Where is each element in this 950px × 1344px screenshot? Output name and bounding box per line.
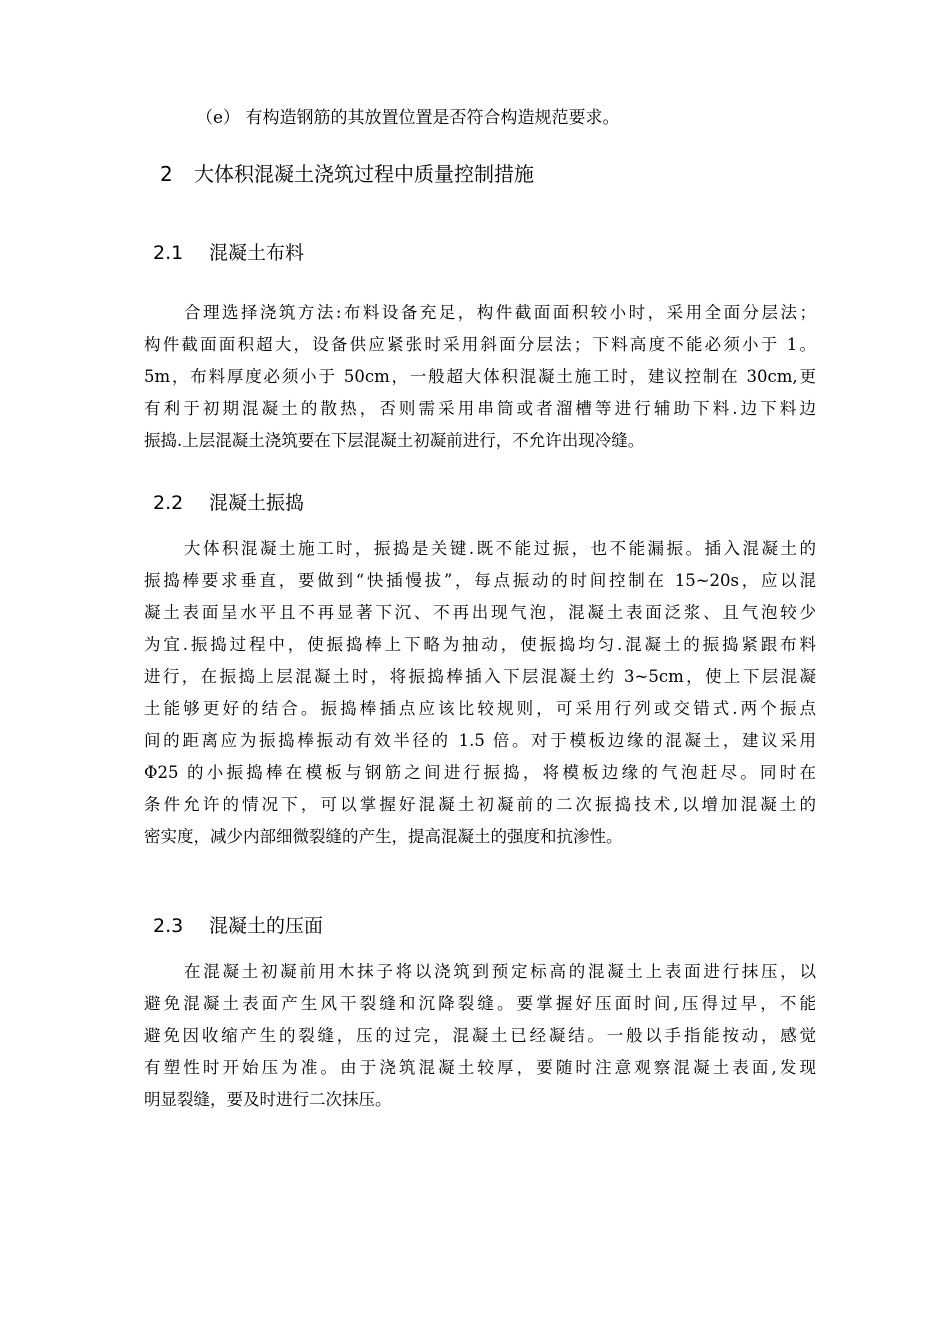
section-2-heading [160, 158, 534, 190]
paragraph-line: 为宜.振捣过程中，使振捣棒上下略为抽动，使振捣均匀.混凝土的振捣紧跟布料 [144, 635, 816, 654]
paragraph-line: 间的距离应为振捣棒振动有效半径的 1.5 倍。对于模板边缘的混凝土，建议采用 [144, 731, 816, 750]
paragraph-line: Φ25 的小振捣棒在模板与钢筋之间进行振捣，将模板边缘的气泡赶尽。同时在 [144, 763, 816, 782]
section-2-2-number: 2.2 [153, 492, 184, 514]
section-2-3-heading [153, 910, 323, 942]
section-2-number: 2 [160, 162, 173, 186]
paragraph-line: 5m，布料厚度必须小于 50cm，一般超大体积混凝土施工时，建议控制在 30cm,更 [144, 367, 816, 386]
paragraph-line: 合理选择浇筑方法:布料设备充足，构件截面面积较小时，采用全面分层法； [184, 303, 816, 322]
paragraph-line: 密实度，减少内部细微裂缝的产生，提高混凝土的强度和抗渗性。 [144, 827, 623, 846]
section-2-1-heading [153, 237, 304, 269]
section-2-1-title: 混凝土布料 [209, 242, 305, 264]
list-item-e: （e） 有构造钢筋的其放置位置是否符合构造规范要求。 [196, 108, 620, 128]
section-2-3-title: 混凝土的压面 [209, 915, 324, 937]
paragraph-line: 条件允许的情况下，可以掌握好混凝土初凝前的二次振捣技术,以增加混凝土的 [144, 795, 816, 814]
paragraph-line: 避免混凝土表面产生风干裂缝和沉降裂缝。要掌握好压面时间,压得过早，不能 [144, 994, 816, 1013]
paragraph-line: 有塑性时开始压为准。由于浇筑混凝土较厚，要随时注意观察混凝土表面,发现 [144, 1058, 816, 1077]
section-2-3-number: 2.3 [153, 915, 184, 937]
paragraph-line: 避免因收缩产生的裂缝，压的过完，混凝土已经凝结。一般以手指能按动，感觉 [144, 1026, 816, 1045]
paragraph-line: 构件截面面积超大，设备供应紧张时采用斜面分层法；下料高度不能必须小于 1。 [144, 335, 816, 354]
paragraph-line: 大体积混凝土施工时，振捣是关键.既不能过振，也不能漏振。插入混凝土的 [184, 539, 816, 558]
section-2-3-paragraph [144, 956, 816, 1116]
section-2-2-title: 混凝土振捣 [209, 492, 305, 514]
paragraph-line: 明显裂缝，要及时进行二次抹压。 [144, 1090, 392, 1109]
section-2-title: 大体积混凝土浇筑过程中质量控制措施 [194, 162, 534, 186]
paragraph-line: 振捣棒要求垂直，要做到“快插慢拔”，每点振动的时间控制在 15~20s，应以混 [144, 571, 816, 590]
section-2-2-paragraph [144, 533, 816, 853]
section-2-1-paragraph [144, 297, 816, 457]
paragraph-line: 有利于初期混凝土的散热，否则需采用串筒或者溜槽等进行辅助下料.边下料边 [144, 399, 816, 418]
paragraph-line: 土能够更好的结合。振捣棒插点应该比较规则，可采用行列或交错式.两个振点 [144, 699, 816, 718]
paragraph-line: 在混凝土初凝前用木抹子将以浇筑到预定标高的混凝土上表面进行抹压，以 [184, 962, 816, 981]
section-2-1-number: 2.1 [153, 242, 184, 264]
paragraph-line: 振捣.上层混凝土浇筑要在下层混凝土初凝前进行，不允许出现冷缝。 [144, 431, 645, 450]
paragraph-line: 进行，在振捣上层混凝土时，将振捣棒插入下层混凝土约 3~5cm，使上下层混凝 [144, 667, 816, 686]
section-2-2-heading [153, 487, 304, 519]
paragraph-line: 凝土表面呈水平且不再显著下沉、不再出现气泡，混凝土表面泛浆、且气泡较少 [144, 603, 816, 622]
